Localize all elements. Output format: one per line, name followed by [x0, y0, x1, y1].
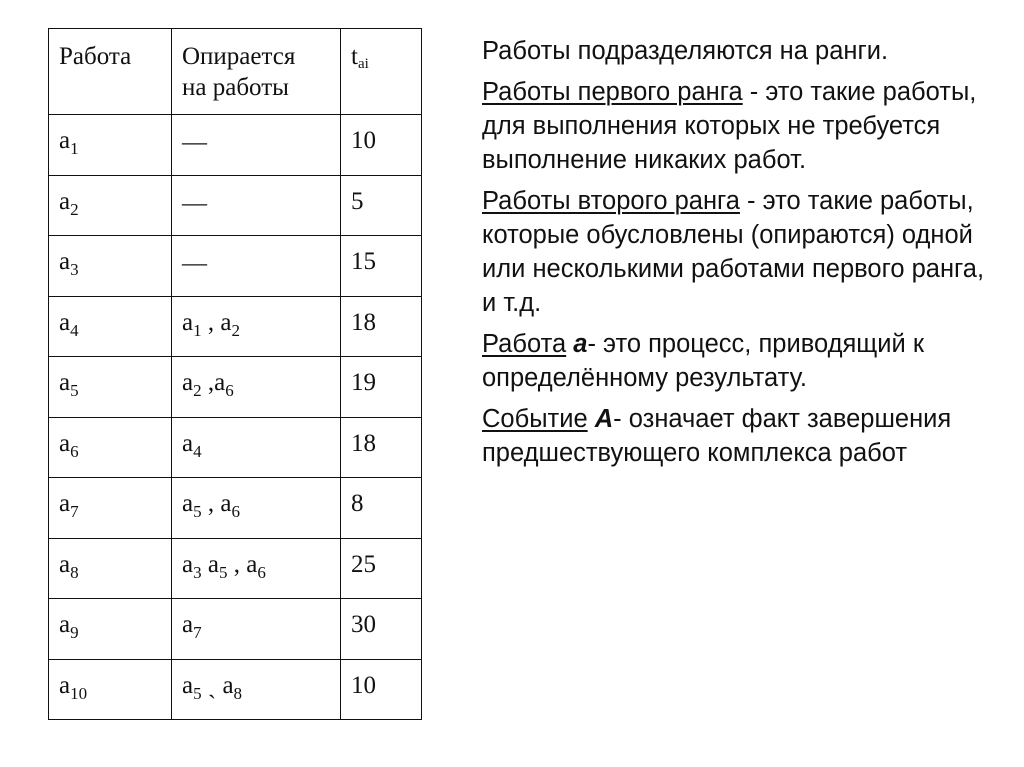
work-index: 1 [70, 139, 79, 158]
dependency-separator: ˎ [201, 671, 223, 699]
dependency-index: 3 [193, 562, 202, 582]
dependency-separator: , [201, 308, 221, 336]
cell-work [49, 115, 172, 176]
table-row [49, 417, 422, 478]
table-row [49, 659, 422, 720]
cell-time [341, 115, 422, 176]
dependency-index: 2 [231, 320, 240, 340]
works-table [48, 28, 422, 720]
no-dependency-dash: — [182, 129, 207, 156]
dependency-index: 5 [193, 683, 202, 703]
cell-time [341, 236, 422, 297]
work-index: 5 [70, 381, 79, 400]
work-index: 6 [70, 441, 79, 461]
work-index: 8 [70, 562, 79, 582]
work-symbol: a [59, 429, 71, 457]
table-row [49, 599, 422, 660]
cell-work [49, 417, 172, 478]
dependency-index: 5 [193, 502, 202, 521]
second-rank-definition: - это такие работы, которые обусловлены (опираются) одной или несколькими работами первого ранга, и т.д. [482, 187, 985, 317]
dependency-index: 4 [193, 441, 202, 461]
paragraph-event [482, 402, 1002, 470]
term-event: Событие [482, 405, 588, 433]
dependency-index: 5 [218, 562, 228, 582]
header-depends [172, 29, 341, 115]
table-row [49, 357, 422, 418]
time-value: 18 [351, 429, 376, 457]
time-value: 8 [351, 490, 364, 517]
cell-work [49, 538, 172, 599]
dependency-symbol: a [220, 308, 232, 336]
cell-depends [172, 417, 341, 478]
cell-work [49, 599, 172, 660]
no-dependency-dash: — [182, 189, 207, 217]
work-symbol: a [59, 248, 71, 275]
time-value: 10 [351, 127, 376, 154]
first-rank-definition: - это такие работы, для выполнения которых не требуется выполнение никаких работ. [482, 78, 977, 174]
term-second-rank: Работы второго ранга [482, 187, 740, 215]
dependency-symbol: a [246, 550, 258, 578]
cell-work [49, 175, 172, 236]
cell-depends [172, 659, 341, 720]
work-symbol: a [59, 611, 71, 638]
time-value: 15 [351, 248, 376, 275]
dependency-index: 6 [257, 562, 266, 582]
header-work [49, 29, 172, 115]
dependency-symbol: a [182, 490, 194, 517]
cell-depends [172, 357, 341, 418]
work-symbol: a [59, 369, 71, 396]
term-first-rank: Работы первого ранга [482, 78, 743, 106]
time-value: 5 [351, 187, 364, 215]
dependency-symbol: a [214, 369, 226, 396]
dependency-index: 8 [233, 683, 243, 703]
cell-depends [172, 538, 341, 599]
cell-time [341, 175, 422, 236]
description-text [482, 34, 1002, 477]
dependency-index: 7 [193, 623, 202, 642]
work-index: 9 [70, 623, 79, 642]
work-index: 4 [70, 320, 79, 340]
cell-time [341, 538, 422, 599]
cell-work [49, 296, 172, 357]
dependency-index: 6 [231, 502, 240, 521]
dependency-symbol: a [182, 611, 194, 638]
cell-depends [172, 115, 341, 176]
time-value: 25 [351, 550, 376, 578]
dependency-separator: , [227, 550, 247, 578]
work-index: 2 [70, 199, 79, 219]
term-work: Работа [482, 330, 567, 358]
work-index: 10 [70, 683, 88, 703]
table-row [49, 115, 422, 176]
paragraph-first-rank [482, 75, 1002, 177]
cell-work [49, 659, 172, 720]
symbol-work: а [573, 330, 588, 358]
cell-work [49, 357, 172, 418]
event-definition: - означает факт завершения предшествующего комплекса работ [482, 405, 952, 467]
cell-work [49, 236, 172, 297]
dependency-symbol: a [182, 550, 194, 578]
time-value: 19 [351, 369, 376, 396]
table-header-row [49, 29, 422, 115]
table-row [49, 175, 422, 236]
cell-time [341, 417, 422, 478]
dependency-symbol: a [220, 490, 232, 517]
cell-depends [172, 478, 341, 539]
work-symbol: a [59, 127, 71, 154]
header-depends-line2: на работы [182, 74, 289, 101]
dependency-symbol: a [182, 429, 194, 457]
header-time-sub: ai [357, 56, 369, 72]
work-symbol: a [59, 671, 71, 699]
cell-depends [172, 296, 341, 357]
time-value: 18 [351, 308, 376, 336]
table-row [49, 236, 422, 297]
dependency-symbol: a [182, 671, 194, 699]
cell-time [341, 478, 422, 539]
cell-time [341, 599, 422, 660]
cell-time [341, 357, 422, 418]
table-row [49, 478, 422, 539]
cell-work [49, 478, 172, 539]
work-symbol: a [59, 308, 71, 336]
work-index: 7 [70, 502, 79, 521]
dependency-symbol: a [207, 550, 219, 578]
dependency-separator: , [201, 369, 215, 396]
cell-depends [172, 175, 341, 236]
dependency-index: 2 [193, 381, 202, 400]
work-definition: - это процесс, приводящий к определённому результату. [482, 330, 924, 392]
dependency-separator: , [201, 490, 221, 517]
header-time-main: t [351, 43, 358, 70]
dependency-symbol: a [182, 369, 194, 396]
cell-depends [172, 599, 341, 660]
header-depends-line1: Опирается [182, 43, 296, 70]
dependency-symbol: a [182, 308, 194, 336]
work-symbol: a [59, 187, 71, 215]
cell-time [341, 296, 422, 357]
symbol-event: А [594, 405, 614, 433]
time-value: 30 [351, 611, 376, 638]
work-symbol: a [59, 550, 71, 578]
no-dependency-dash: — [182, 250, 207, 277]
paragraph-work [482, 327, 1002, 395]
work-index: 3 [70, 260, 79, 279]
table-row [49, 538, 422, 599]
dependency-index: 1 [193, 320, 202, 340]
dependency-index: 6 [225, 381, 234, 400]
time-value: 10 [351, 671, 376, 699]
dependency-symbol: a [222, 671, 234, 699]
cell-time [341, 659, 422, 720]
cell-depends [172, 236, 341, 297]
table-row [49, 296, 422, 357]
paragraph-ranks [482, 34, 1002, 68]
paragraph-second-rank [482, 184, 1002, 320]
paragraph-ranks-text: Работы подразделяются на ранги. [482, 37, 889, 65]
work-symbol: a [59, 490, 71, 517]
header-time [341, 29, 422, 115]
header-work-label: Работа [59, 43, 132, 70]
